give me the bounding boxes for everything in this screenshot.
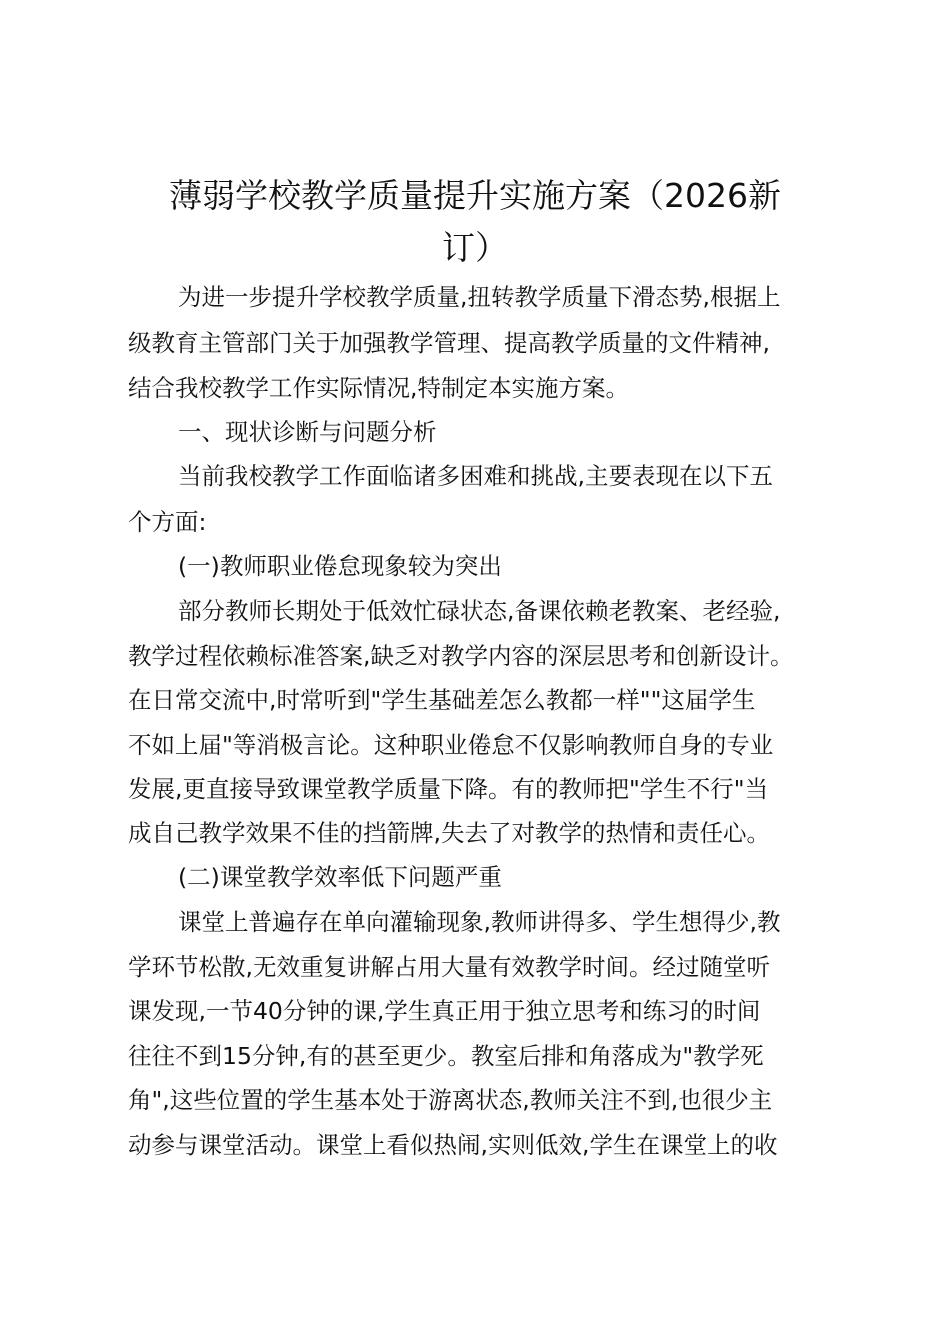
subsection-1-paragraph-line-1: 部分教师长期处于低效忙碌状态,备课依赖老教案、老经验, xyxy=(178,597,781,625)
subsection-2-paragraph-line-4: 往往不到15分钟,有的甚至更少。教室后排和角落成为"教学死 xyxy=(128,1042,764,1070)
section-1-paragraph-line-2: 个方面: xyxy=(128,508,207,536)
intro-paragraph-line-2: 级教育主管部门关于加强教学管理、提高教学质量的文件精神, xyxy=(128,329,770,357)
subsection-2-paragraph-line-6: 动参与课堂活动。课堂上看似热闹,实则低效,学生在课堂上的收 xyxy=(128,1131,778,1159)
subsection-1-paragraph-line-5: 发展,更直接导致课堂教学质量下降。有的教师把"学生不行"当 xyxy=(128,775,769,803)
subsection-1-paragraph-line-2: 教学过程依赖标准答案,缺乏对教学内容的深层思考和创新设计。 xyxy=(128,642,794,670)
subsection-2-paragraph-line-1: 课堂上普遍存在单向灌输现象,教师讲得多、学生想得少,教 xyxy=(178,908,781,936)
intro-paragraph-line-1: 为进一步提升学校教学质量,扭转教学质量下滑态势,根据上 xyxy=(178,283,781,311)
section-heading-1: 一、现状诊断与问题分析 xyxy=(178,418,437,446)
subsection-1-paragraph-line-6: 成自己教学效果不佳的挡箭牌,失去了对教学的热情和责任心。 xyxy=(128,819,770,847)
subsection-1-paragraph-line-4: 不如上届"等消极言论。这种职业倦怠不仅影响教师自身的专业 xyxy=(128,731,774,759)
subsection-2-paragraph-line-5: 角",这些位置的学生基本处于游离状态,教师关注不到,也很少主 xyxy=(128,1086,773,1114)
document-title-line-1: 薄弱学校教学质量提升实施方案（2026新 xyxy=(169,176,781,215)
section-1-paragraph-line-1: 当前我校教学工作面临诸多困难和挑战,主要表现在以下五 xyxy=(178,462,773,490)
subsection-1-paragraph-line-3: 在日常交流中,时常听到"学生基础差怎么教都一样""这届学生 xyxy=(128,686,756,714)
document-title-line-2: 订） xyxy=(442,228,508,267)
intro-paragraph-line-3: 结合我校教学工作实际情况,特制定本实施方案。 xyxy=(128,374,629,402)
subsection-heading-2: (二)课堂教学效率低下问题严重 xyxy=(178,863,502,891)
subsection-2-paragraph-line-3: 课发现,一节40分钟的课,学生真正用于独立思考和练习的时间 xyxy=(128,997,761,1025)
subsection-2-paragraph-line-2: 学环节松散,无效重复讲解占用大量有效教学时间。经过随堂听 xyxy=(128,953,770,981)
subsection-heading-1: (一)教师职业倦怠现象较为突出 xyxy=(178,552,502,580)
